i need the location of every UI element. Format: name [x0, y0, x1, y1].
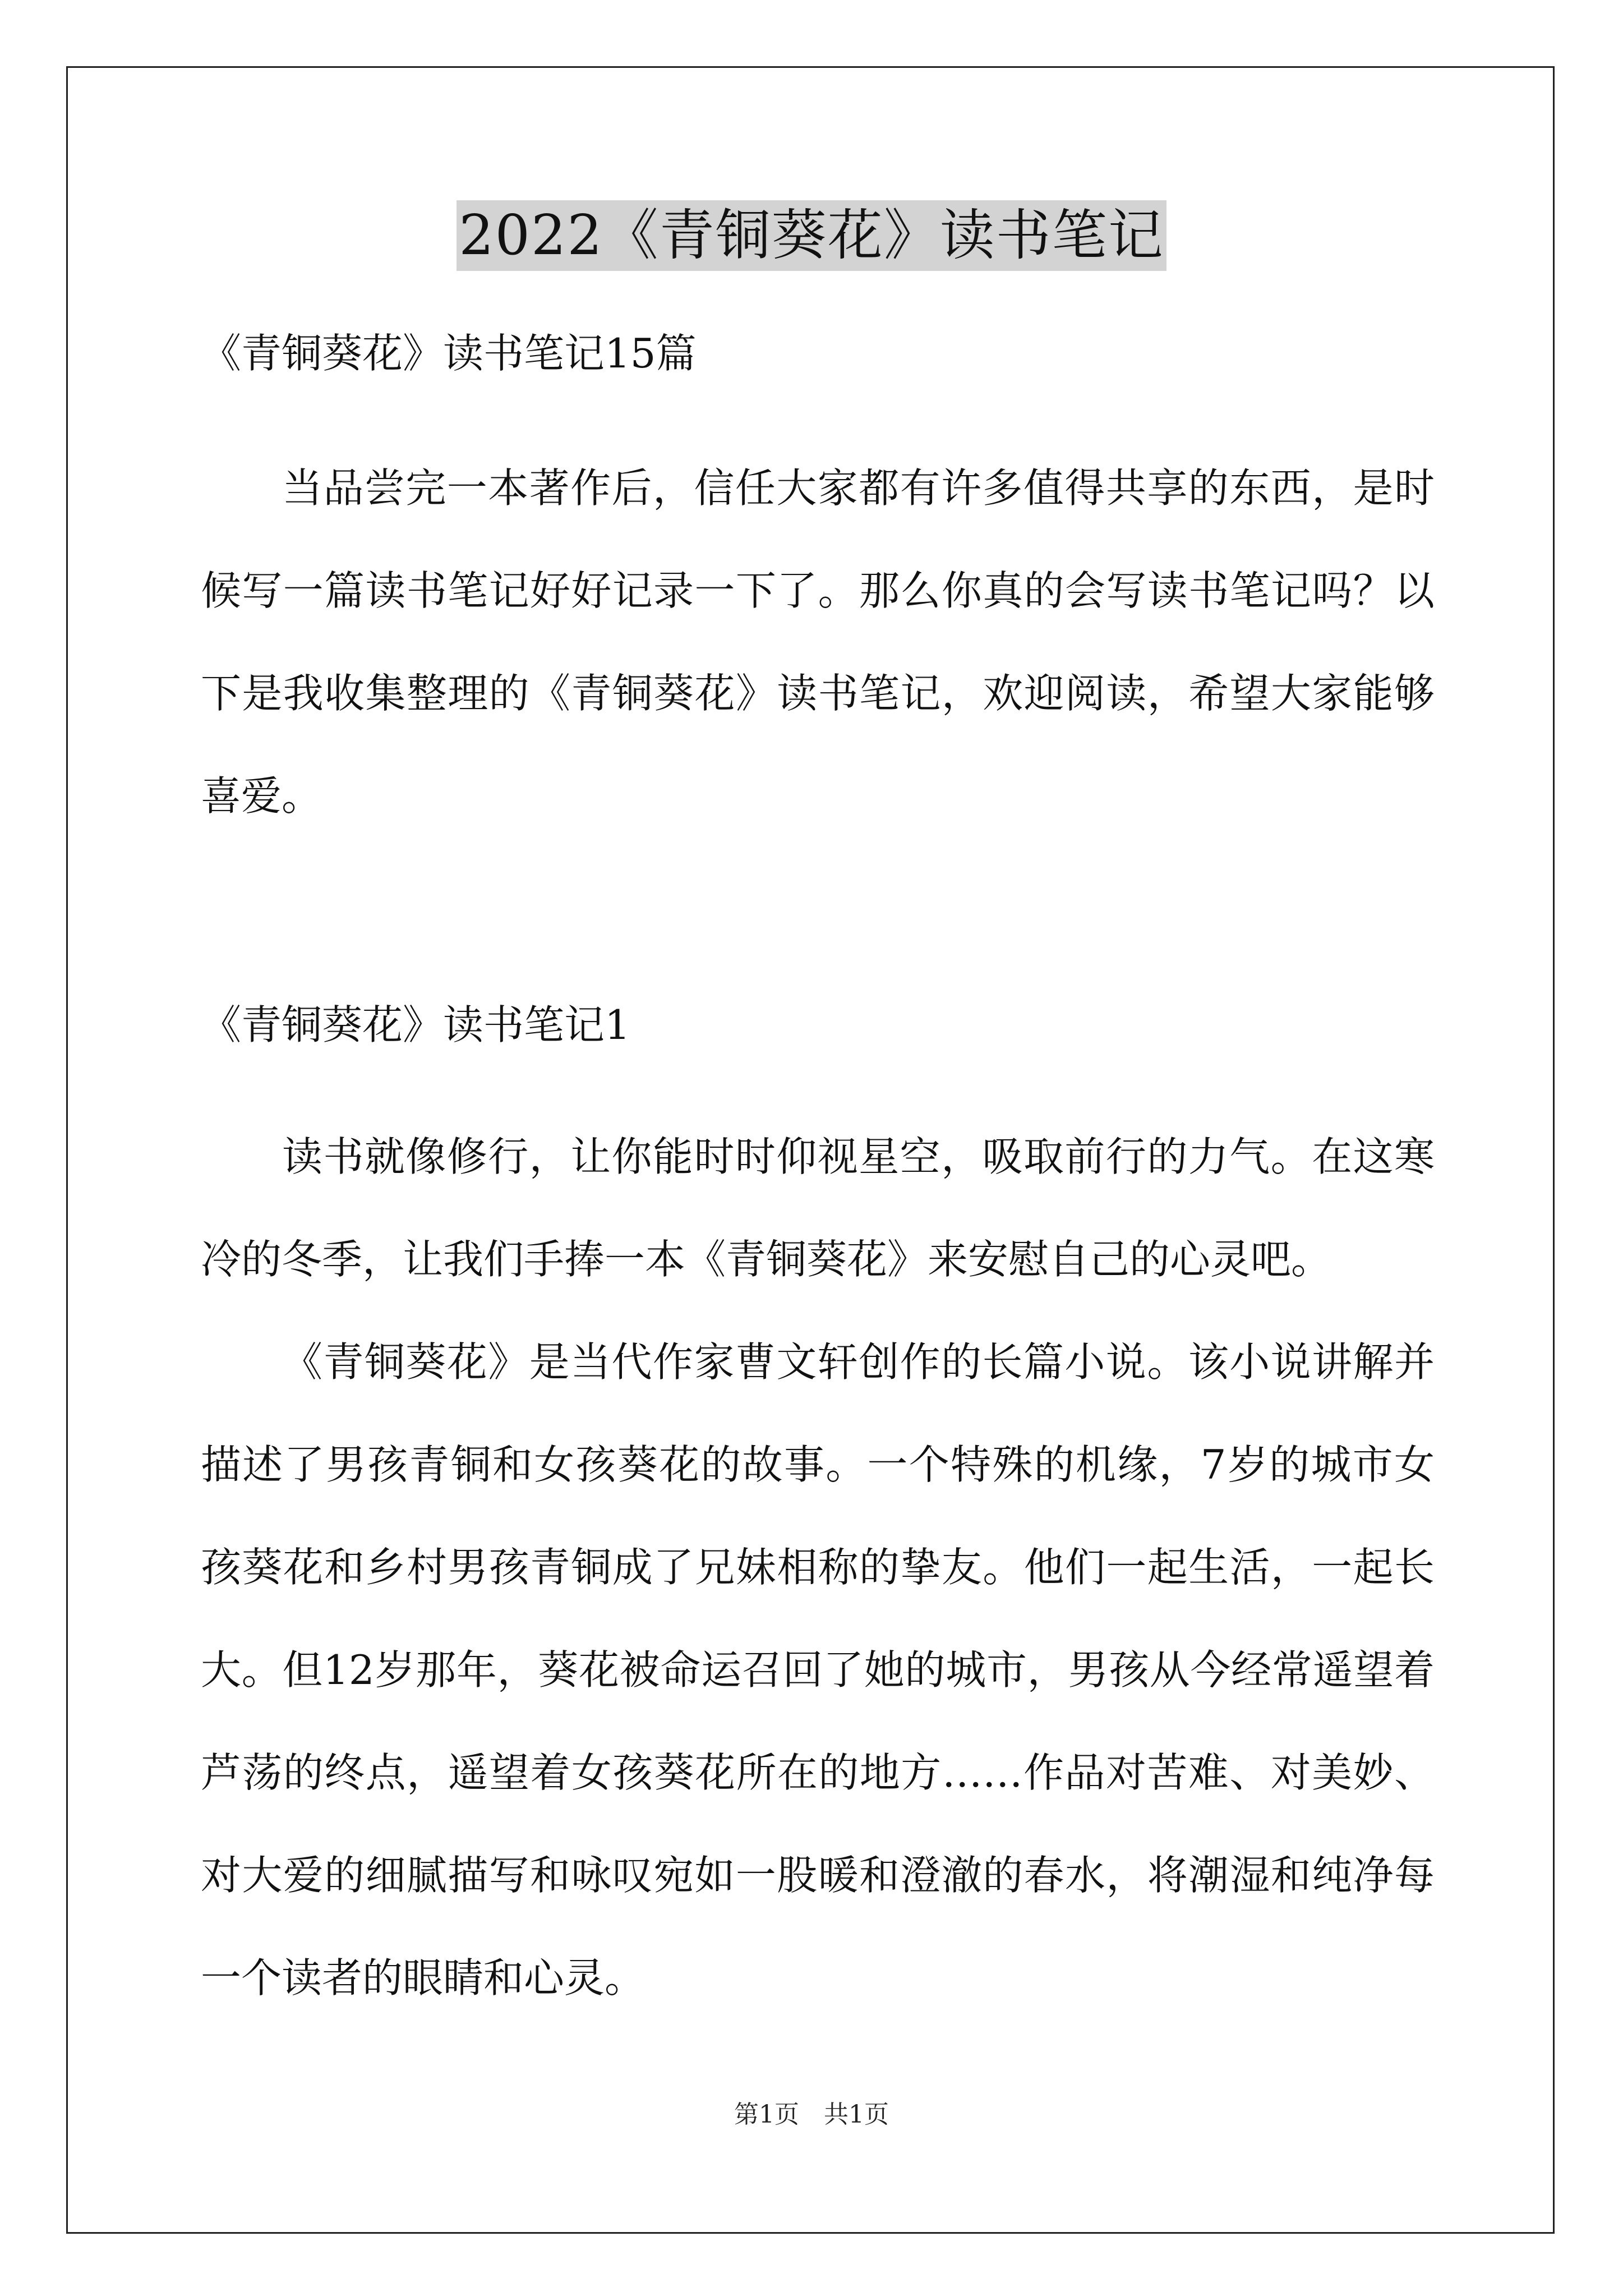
para1-line-1: 读书就像修行，让你能时时仰视星空，吸取前行的力气。在这寒 [282, 1133, 1435, 1180]
para2-line-2: 描述了男孩青铜和女孩葵花的故事。一个特殊的机缘，7岁的城市女 [201, 1441, 1435, 1488]
intro-line-3: 下是我收集整理的《青铜葵花》读书笔记，欢迎阅读，希望大家能够 [201, 670, 1435, 717]
document-title [0, 196, 1623, 275]
para2-line-1: 《青铜葵花》是当代作家曹文轩创作的长篇小说。该小说讲解并 [282, 1338, 1435, 1386]
para2-line-5: 芦荡的终点，遥望着女孩葵花所在的地方……作品对苦难、对美妙、 [201, 1749, 1435, 1796]
para2-line-6: 对大爱的细腻描写和咏叹宛如一股暖和澄澈的春水，将潮湿和纯净每 [201, 1852, 1435, 1899]
intro-line-4: 喜爱。 [201, 772, 322, 820]
para2-line-4: 大。但12岁那年，葵花被命运召回了她的城市，男孩从今经常遥望着 [201, 1646, 1435, 1694]
para1-line-2: 冷的冬季，让我们手捧一本《青铜葵花》来安慰自己的心灵吧。 [201, 1236, 1332, 1283]
para2-line-3: 孩葵花和乡村男孩青铜成了兄妹相称的挚友。他们一起生活，一起长 [201, 1544, 1435, 1591]
intro-line-1: 当品尝完一本著作后，信任大家都有许多值得共享的东西，是时 [282, 464, 1435, 512]
page-footer: 第1页 共1页 [734, 2100, 889, 2129]
subtitle: 《青铜葵花》读书笔记15篇 [201, 330, 697, 377]
intro-line-2: 候写一篇读书笔记好好记录一下了。那么你真的会写读书笔记吗？以 [201, 567, 1435, 614]
title-text: 2022《青铜葵花》读书笔记 [457, 200, 1166, 271]
para2-line-7: 一个读者的眼睛和心灵。 [201, 1954, 645, 2001]
section1-heading: 《青铜葵花》读书笔记1 [201, 1001, 630, 1048]
